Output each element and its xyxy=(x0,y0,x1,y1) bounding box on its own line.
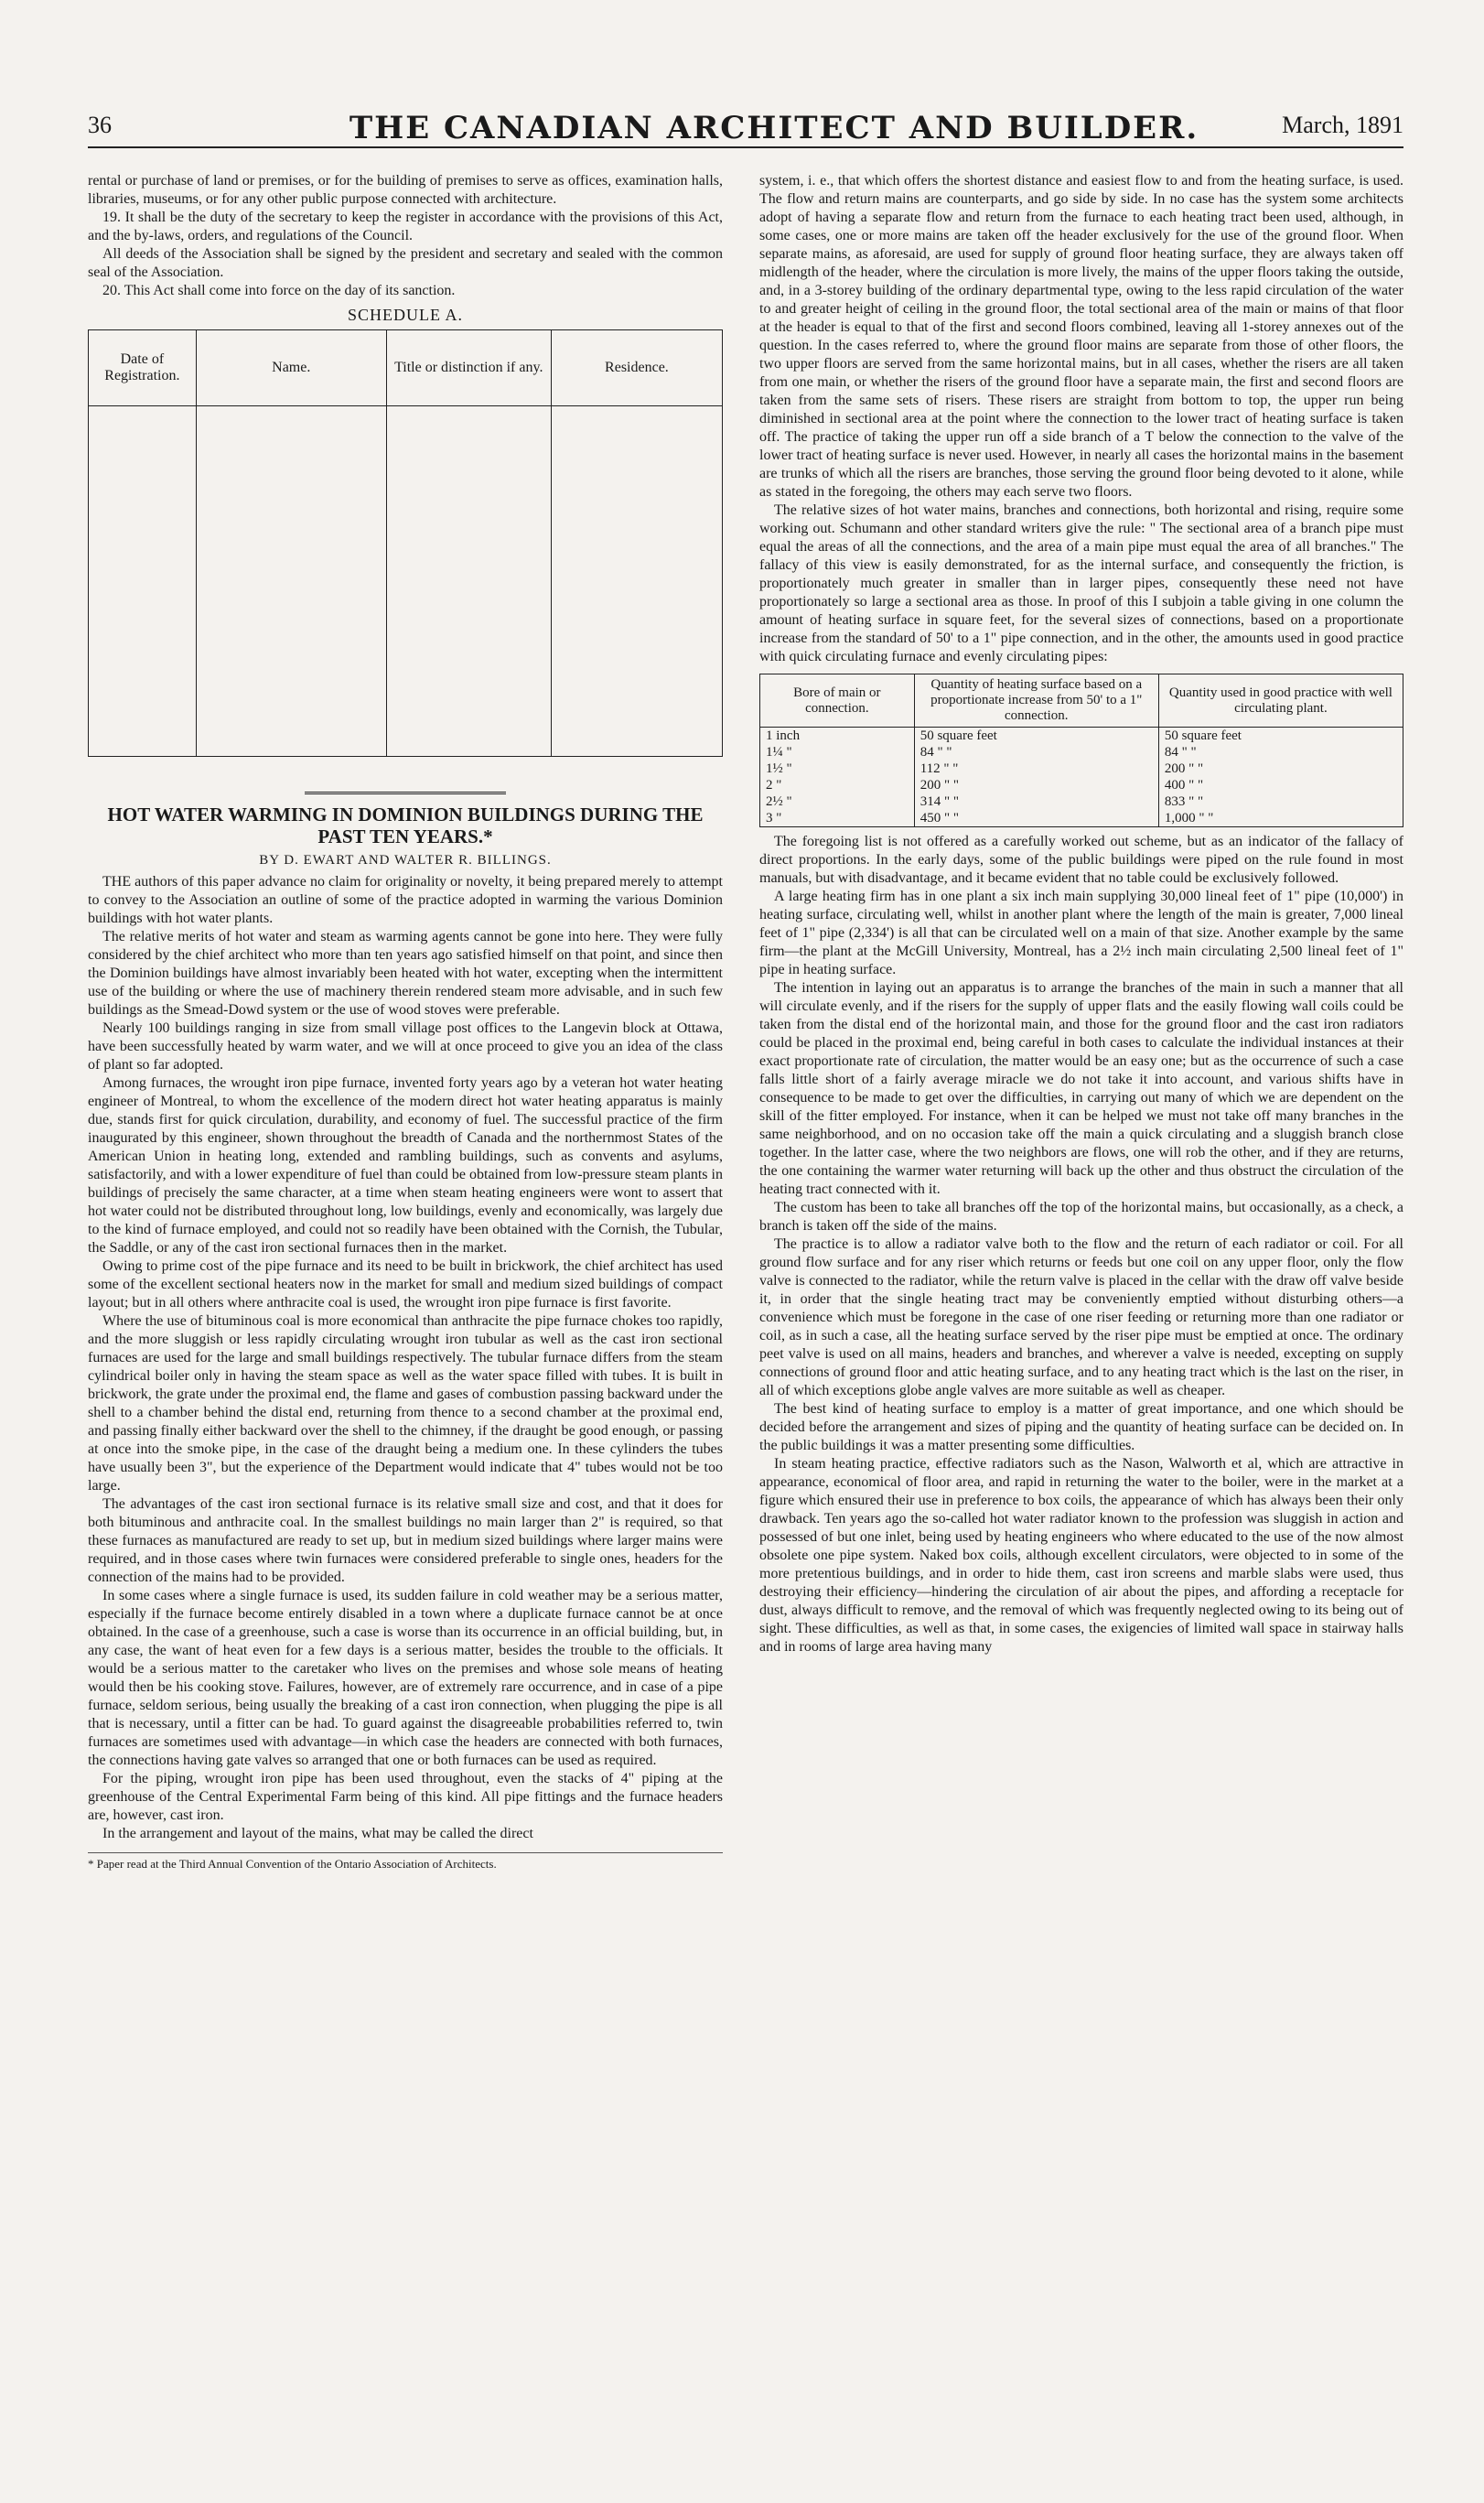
paragraph: The relative sizes of hot water mains, branches and connections, both horizontal and rising, require some working out. Schumann and other standard writers give the rule: " The sectional area of a branch pipe must equal the areas of all the connections, and the area of a main pipe must equal the area of all branches." The fallacy of this view is easily demonstrated, for as the internal surface, and consequently the friction, is proportionately much greater in smaller than in larger pipes, consequently these need not have proportionately so large a sectional area as those. In proof of this I subjoin a table giving in one column the amount of heating surface in square feet, for the several sizes of connections, based on a proportionate increase from the standard of 50' to a 1" pipe connection, and in the other, the amounts used in good practice with quick circulating furnace and evenly circulating pipes: xyxy=(759,502,1403,664)
paragraph: All deeds of the Association shall be signed by the president and secretary and sealed with the common seal of the Association. xyxy=(88,246,723,280)
table-cell: 1 inch xyxy=(760,728,915,745)
paragraph: In some cases where a single furnace is used, its sudden failure in cold weather may be a serious matter, especially if the furnace become entirely disabled in a town where a duplicate furnace cannot be at once obtained. In the case of a greenhouse, such a case is worse than its occurrence in an official building, but, in any case, the want of heat even for a few days is a serious matter, besides the trouble to the officials. It would be a serious matter to the caretaker who lives on the premises and whose sole means of heating would then be his cooking stove. Failures, however, are of extremely rare occurrence, and in case of a pipe furnace, seldom serious, being usually the breaking of a cast iron connection, when plugging the pipe is all that is necessary, until a fitter can be had. To guard against the disagreeable probabilities referred to, twin furnaces are sometimes used with advantage—in which case the headers are connected with both furnaces, the connections having gate valves so arranged that one or both furnaces can be used as required. xyxy=(88,1588,723,1768)
table-row xyxy=(760,810,1403,827)
table-cell: 200 " " xyxy=(1158,761,1403,777)
table-row xyxy=(89,406,723,757)
paragraph: Where the use of bituminous coal is more economical than anthracite the pipe furnace chokes too rapidly, and the more sluggish or less rapidly circulating wrought iron tubular as well as the cast iron sectional furnaces are used for the large and small buildings respectively. The tubular furnace differs from the steam cylindrical boiler only in having the steam space as well as the water space filled with tubes. It is built in brickwork, the grate under the proximal end, the flame and gases of combustion passing backward under the shell to a chamber behind the distal end, returning from thence to a second chamber at the proximal end, and passing finally either backward over the shell to the chimney, if the draught be good enough, or passing at once into the smoke pipe, in the case of the draught being a medium one. In these cylinders the tubes have usually been 3", but the experience of the Department would indicate that 4" tubes would not be too large. xyxy=(88,1313,724,1494)
table-cell: 112 " " xyxy=(914,761,1158,777)
paragraph: The foregoing list is not offered as a carefully worked out scheme, but as an indicator of the fallacy of direct proportions. In the early days, some of the public buildings were piped on the rule found in most manuals, but with disadvantage, and it became evident that no table could be exclusively followed. xyxy=(759,834,1403,886)
table-cell: 2 " xyxy=(760,777,915,793)
paragraph: system, i. e., that which offers the shortest distance and easiest flow to and from the heating surface, is used. The flow and return mains are counterparts, and go side by side. In no case has the system some architects adopt of having a separate flow and return from the furnace to each heating tract been used, although, in some cases, one or more mains are taken off the header exclusively for the use of the ground floor. When separate mains, as aforesaid, are used for supply of ground floor heating surface, they are always taken off midlength of the header, where the circulation is more lively, the mains of the upper floors taking the outside, and, in a 3-storey building of the ordinary departmental type, owing to the less rapid circulation of the water to and greater height of ceiling in the ground floor, the total sectional area of the main or mains of that floor at the header is equal to that of the first and second floors combined, leaving all 1-storey annexes out of the question. In the cases referred to, where the ground floor mains are separate from those of other floors, the two upper floors are served from the same horizontal mains, but in all cases, whether the risers are all taken from one main, or whether the risers of the ground floor have a separate main, the first and second floors are taken from the same sets of risers. These risers are straight from bottom to top, the upper run being diminished in sectional area at the point where the connection to the lower tract of heating surface is taken off. The practice of taking the upper run off a side branch of a T below the connection to the valve of the lower tract of heating surface is never used. However, in nearly all cases the horizontal mains in the basement are trunks of which all the risers are branches, those serving the ground floor being devoted to it alone, while as stated in the foregoing, the others may each serve two floors. xyxy=(759,173,1403,500)
paragraph: The best kind of heating surface to employ is a matter of great importance, and one which should be decided before the arrangement and sizes of piping and the quantity of heating surface can be decided on. In the public buildings it was a matter presenting some difficulties. xyxy=(759,1401,1403,1453)
paragraph: Nearly 100 buildings ranging in size from small village post offices to the Langevin block at Ottawa, have been successfully heated by warm water, and we will at once proceed to give you an idea of the class of plant so far adopted. xyxy=(88,1020,723,1073)
paragraph: Owing to prime cost of the pipe furnace and its need to be built in brickwork, the chief architect has used some of the excellent sectional heaters now in the market for small and medium sized buildings of compact layout; but in all others where anthracite coal is used, the wrought iron pipe furnace is first favorite. xyxy=(88,1258,723,1311)
publication-title: THE CANADIAN ARCHITECT AND BUILDER. xyxy=(349,110,1199,146)
paragraph: 19. It shall be the duty of the secretary to keep the register in accordance with the provisions of this Act, and the by-laws, orders, and regulations of the Council. xyxy=(88,210,723,243)
table-cell: 450 " " xyxy=(914,810,1158,827)
table-cell: 833 " " xyxy=(1158,793,1403,810)
column-header: Quantity of heating surface based on a proportionate increase from 50' to a 1" connection. xyxy=(914,674,1158,728)
paragraph: The relative merits of hot water and steam as warming agents cannot be gone into here. They were fully considered by the chief architect who more than ten years ago satisfied himself on that point, and since then the Dominion buildings have almost invariably been heated with hot water, excepting when the intermittent use of the building or where the use of machinery therein rendered steam more advisable, and in such few buildings as the Smead-Dowd system or the use of wood stoves were preferable. xyxy=(88,929,723,1018)
table-row xyxy=(760,777,1403,793)
table-cell: 1¼ " xyxy=(760,744,915,761)
footnote: * Paper read at the Third Annual Convention of the Ontario Association of Architects. xyxy=(88,1852,723,1872)
table-row xyxy=(760,761,1403,777)
column-header: Title or distinction if any. xyxy=(386,330,551,406)
table-cell: 1,000 " " xyxy=(1158,810,1403,827)
table-cell: 3 " xyxy=(760,810,915,827)
table-cell: 400 " " xyxy=(1158,777,1403,793)
column-header: Quantity used in good practice with well circulating plant. xyxy=(1158,674,1403,728)
paragraph: 20. This Act shall come into force on the day of its sanction. xyxy=(102,283,456,298)
paragraph: THE authors of this paper advance no claim for originality or novelty, it being prepared merely to attempt to convey to the Association an outline of some of the practice adopted in warming the various Dominion buildings with hot water plants. xyxy=(88,874,723,926)
page-header xyxy=(88,110,1403,148)
column-header: Date of Registration. xyxy=(89,330,197,406)
schedule-title: SCHEDULE A. xyxy=(347,306,463,324)
column-header: Residence. xyxy=(551,330,722,406)
table-cell: 2½ " xyxy=(760,793,915,810)
table-row xyxy=(760,793,1403,810)
section-divider xyxy=(305,792,506,796)
issue-date: March, 1891 xyxy=(1282,112,1403,138)
page-number: 36 xyxy=(88,112,112,138)
table-row xyxy=(760,728,1403,745)
paragraph: The practice is to allow a radiator valve both to the flow and the return of each radiator or coil. For all ground flow surface and for any riser which returns or feeds but one coil on any upper floor, only the flow valve is connected to the radiator, while the return valve is placed in the cellar with the draw off valve beside it, in order that the single heating tract may be conveniently emptied without disturbing others—a convenience which must be foregone in the case of one riser feeding or returning more than one radiator or coil, as in such a case, all the heating surface served by the riser pipe must be emptied at once. The ordinary peet valve is used on all mains, headers and branches, and wherever a valve is needed, excepting on supply connections of ground floor and attic heating surface, and to any heating tract which is the last on the riser, in all of which exceptions globe angle valves are more suitable as well as cheaper. xyxy=(759,1236,1403,1398)
paragraph: The custom has been to take all branches off the top of the horizontal mains, but occasionally, as a check, a branch is taken off the side of the mains. xyxy=(759,1200,1403,1234)
paragraph: Among furnaces, the wrought iron pipe furnace, invented forty years ago by a veteran hot water heating engineer of Montreal, to whom the excellence of the modern direct hot water heating apparatus is mainly due, stands first for quick circulation, durability, and economy of fuel. The successful practice of the firm inaugurated by this engineer, shown throughout the breadth of Canada and the northernmost States of the American Union in heating long, extended and rambling buildings, such as convents and asylums, satisfactorily, and with a lower expenditure of fuel than could be obtained from low-pressure steam plants in buildings of precisely the same character, at a time when steam heating engineers were wont to assert that hot water could not be distributed throughout long, low buildings, evenly and economically, was largely due to the kind of furnace employed, and could not so readily have been obtained with the Cornish, the Tubular, the Saddle, or any of the cast iron sectional furnaces then in the market. xyxy=(88,1075,723,1256)
table-cell: 1½ " xyxy=(760,761,915,777)
article-byline: BY D. EWART AND WALTER R. BILLINGS. xyxy=(259,853,552,868)
paragraph: In the arrangement and layout of the mains, what may be called the direct xyxy=(102,1826,533,1841)
table-row xyxy=(760,744,1403,761)
left-column xyxy=(88,172,723,1872)
pipe-size-table xyxy=(759,674,1403,827)
paragraph: For the piping, wrought iron pipe has been used throughout, even the stacks of 4" piping at the greenhouse of the Central Experimental Farm being of this kind. All pipe fittings and the furnace headers are, however, cast iron. xyxy=(88,1771,723,1823)
table-cell: 84 " " xyxy=(914,744,1158,761)
table-cell: 50 square feet xyxy=(914,728,1158,745)
schedule-a-table xyxy=(88,329,723,757)
table-cell: 84 " " xyxy=(1158,744,1403,761)
column-header: Bore of main or connection. xyxy=(760,674,915,728)
table-cell: 200 " " xyxy=(914,777,1158,793)
paragraph: A large heating firm has in one plant a six inch main supplying 30,000 lineal feet of 1" pipe (10,000') in heating surface, circulating well, whilst in another plant where the length of the main is greater, 7,000 lineal feet of 1" pipe (2,334') is all that can be circulated well on a main of that size. Another example by the same firm—the plant at the McGill University, Montreal, has a 2½ inch main circulating 2,500 lineal feet of 1" pipe in heating surface. xyxy=(759,889,1403,977)
table-cell: 50 square feet xyxy=(1158,728,1403,745)
column-header: Name. xyxy=(196,330,386,406)
paragraph: rental or purchase of land or premises, or for the building of premises to serve as offices, examination halls, libraries, museums, or for any other public purpose connected with architecture. xyxy=(88,173,723,207)
paragraph: In steam heating practice, effective radiators such as the Nason, Walworth et al, which are attractive in appearance, economical of floor area, and rapid in returning the water to the boiler, were in the market at a figure which ensured their use in preference to box coils, the appearance of which has always been their only drawback. Ten years ago the so-called hot water radiator known to the profession was sluggish in action and possessed of but one inlet, being used by heating engineers who where educated to the use of the now almost obsolete one pipe system. Naked box coils, although excellent circulators, were objected to in some of the more pretentious buildings, and in order to hide them, cast iron screens and marble slabs were used, thus destroying their efficiency—hindering the circulation of air about the pipes, and affording a receptacle for dust, always difficult to remove, and the removal of which was frequently neglected owing to its being out of sight. These difficulties, as well as that, in some cases, the exigencies of limited wall space in stairway halls and in rooms of large area having many xyxy=(759,1456,1403,1655)
right-column xyxy=(759,172,1403,1656)
paragraph: The advantages of the cast iron sectional furnace is its relative small size and cost, and that it does for both bituminous and anthracite coal. In the smallest buildings no main larger than 2" is required, so that these furnaces as manufactured are ready to set up, but in medium sized buildings where larger mains were required, and in those cases where twin furnaces were considered preferable to single ones, headers for the connection of the mains had to be provided. xyxy=(88,1496,723,1585)
paragraph: The intention in laying out an apparatus is to arrange the branches of the main in such a manner that all will circulate evenly, and if the risers for the supply of upper flats and the easily flowing wall coils could be taken from the distal end of the horizontal main, and those for the ground floor and the cast iron radiators could be placed in the proximal end, being careful in both cases to calculate the individual instances at their exact proportionate rate of circulation, the matter would be an easy one; but as the occurrence of such a case falls little short of a fairly average miracle we do not take it into account, and various shifts have in consequence to be made to get over the difficulties, in carrying out many of which we are dependent on the skill of the fitter employed. For instance, when it can be helped we must not take off many branches in the same neighborhood, and on no occasion take off the main a quick circulating and a sluggish branch close together. In the latter case, where the two neighbors are flows, one will rob the other, and if they are returns, the one containing the warmer water returning will back up the other and thus obstruct the circulation of the heating tract connected with it. xyxy=(759,980,1403,1197)
table-cell: 314 " " xyxy=(914,793,1158,810)
article-title: HOT WATER WARMING IN DOMINION BUILDINGS DURING THE PAST TEN YEARS.* xyxy=(107,804,704,847)
